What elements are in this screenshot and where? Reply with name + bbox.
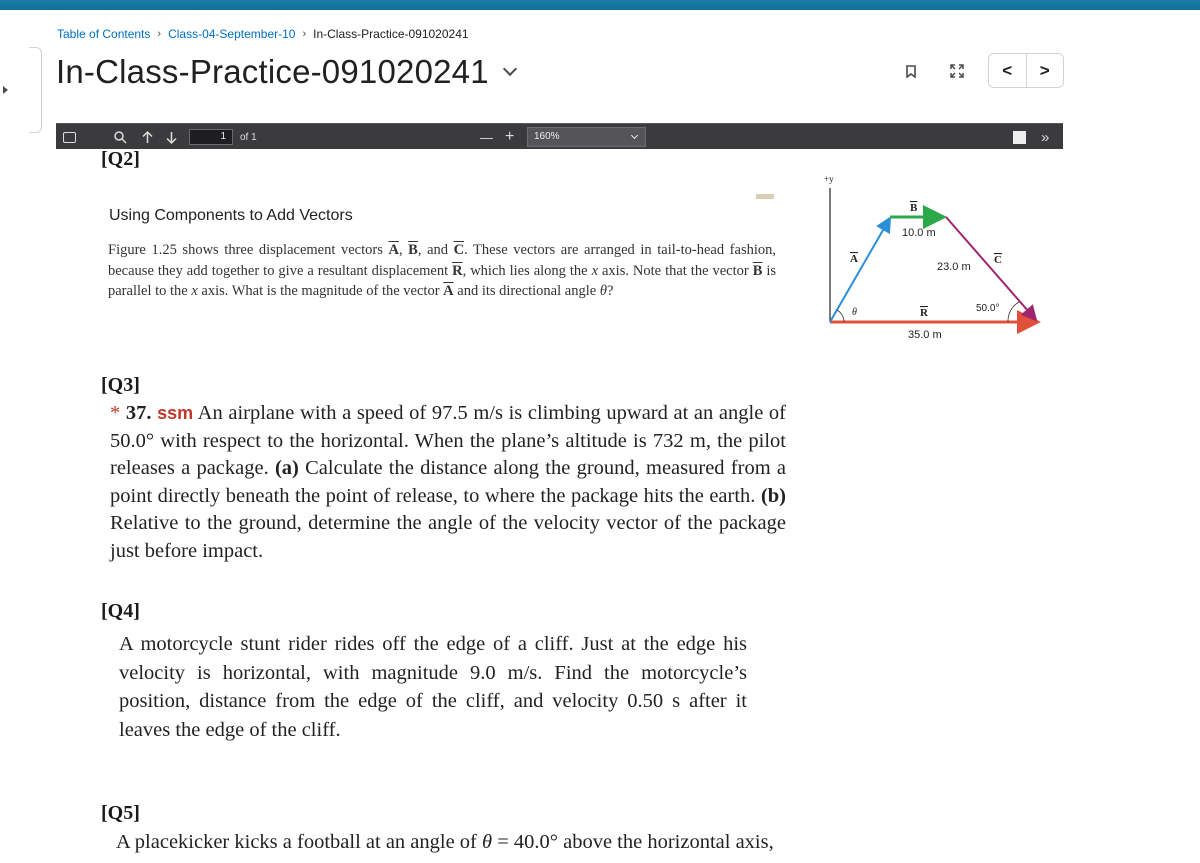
title-row bbox=[56, 53, 515, 91]
b-length-label: 10.0 m bbox=[902, 227, 936, 239]
title-dropdown-chevron-icon[interactable] bbox=[503, 62, 517, 76]
breadcrumb-class-04[interactable]: Class-04-September-10 bbox=[168, 27, 296, 41]
angle-50-label: 50.0° bbox=[976, 303, 1000, 314]
zoom-out-button[interactable]: — bbox=[480, 129, 493, 145]
topic-navigation bbox=[988, 53, 1064, 88]
q3-text: * 37. ssm An airplane with a speed of 97.5 m/s is climbing upward at an angle of 50.0° with respect to the horizontal. When the plane’s altitude is 732 m, the pilot releases a package. (a) Calculate the distance along the ground, measured from a point directly beneath the point of release, to where the package hits the earth. (b) Relative to the ground, determine the angle of the velocity vector of the package just before impact. bbox=[110, 402, 787, 562]
next-page-icon[interactable] bbox=[166, 124, 177, 150]
c-length-label: 23.0 m bbox=[937, 261, 971, 273]
previous-page-icon[interactable] bbox=[142, 124, 153, 150]
vector-r-label: R bbox=[920, 307, 928, 319]
y-axis-label: +y bbox=[824, 174, 834, 184]
vector-a-label: A bbox=[850, 253, 858, 265]
vector-a-arrow bbox=[830, 218, 890, 322]
theta-arc bbox=[837, 310, 844, 322]
expand-left-panel-icon[interactable] bbox=[3, 86, 8, 94]
bookmark-icon[interactable] bbox=[900, 60, 922, 82]
breadcrumb-separator: › bbox=[157, 28, 162, 40]
q3-label: [Q3] bbox=[101, 374, 140, 396]
vector-b-label: B bbox=[910, 202, 918, 214]
page-title: In-Class-Practice-091020241 bbox=[56, 53, 489, 90]
section-heading: Using Components to Add Vectors bbox=[109, 207, 353, 224]
q2-figure-text: Figure 1.25 shows three displacement vectors $\overline{A}$, $\overline{B}$, and $\overline{C}$. These vectors are arranged in tail-to-head fashion, because they add together to give a resultant displacement $\overline{R}$, which lies along the x axis. Note that the vector $\overline{B}$ is parallel to the x axis. What is the magnitude of the vector $\overline{A}$ and its directional angle θ? bbox=[108, 242, 776, 299]
breadcrumb-table-of-contents[interactable]: Table of Contents bbox=[57, 27, 151, 41]
q5-label: [Q5] bbox=[101, 802, 140, 824]
previous-topic-button[interactable]: < bbox=[1002, 60, 1013, 80]
q4-text: A motorcycle stunt rider rides off the edge of a cliff. Just at the edge his velocity is horizontal, with magnitude 9.0 m/s. Find the motorcycle’s position, distance from the edge of the cliff, and velocity 0.50 s after it leaves the edge of the cliff. bbox=[119, 633, 747, 741]
fullscreen-icon[interactable] bbox=[946, 60, 968, 82]
more-tools-button[interactable]: » bbox=[1041, 128, 1050, 146]
highlight-mark bbox=[756, 194, 774, 199]
page-total: of 1 bbox=[240, 131, 257, 143]
vector-diagram bbox=[812, 170, 1072, 350]
vector-c-label: C bbox=[994, 254, 1002, 266]
theta-label: θ bbox=[852, 307, 857, 318]
breadcrumb bbox=[57, 27, 469, 41]
breadcrumb-current: In-Class-Practice-091020241 bbox=[313, 27, 469, 41]
zoom-select[interactable]: 160% bbox=[527, 127, 646, 147]
q5-text: A placekicker kicks a football at an angle of θ = 40.0° above the horizontal axis, bbox=[116, 831, 774, 853]
page-number-input[interactable]: 1 bbox=[189, 129, 233, 145]
zoom-in-button[interactable]: + bbox=[505, 128, 515, 145]
breadcrumb-separator: › bbox=[302, 28, 307, 40]
r-length-label: 35.0 m bbox=[908, 329, 942, 341]
next-topic-button[interactable]: > bbox=[1026, 54, 1064, 87]
search-icon[interactable] bbox=[114, 124, 127, 150]
q2-label: [Q2] bbox=[101, 148, 140, 170]
toggle-sidebar-icon[interactable] bbox=[63, 132, 76, 143]
left-panel-tab[interactable] bbox=[29, 47, 42, 133]
pdf-viewer-toolbar bbox=[56, 123, 1063, 149]
angle-50-arc bbox=[1008, 302, 1019, 322]
presentation-mode-icon[interactable] bbox=[1013, 131, 1026, 144]
q4-label: [Q4] bbox=[101, 600, 140, 622]
brand-top-bar bbox=[0, 0, 1200, 10]
